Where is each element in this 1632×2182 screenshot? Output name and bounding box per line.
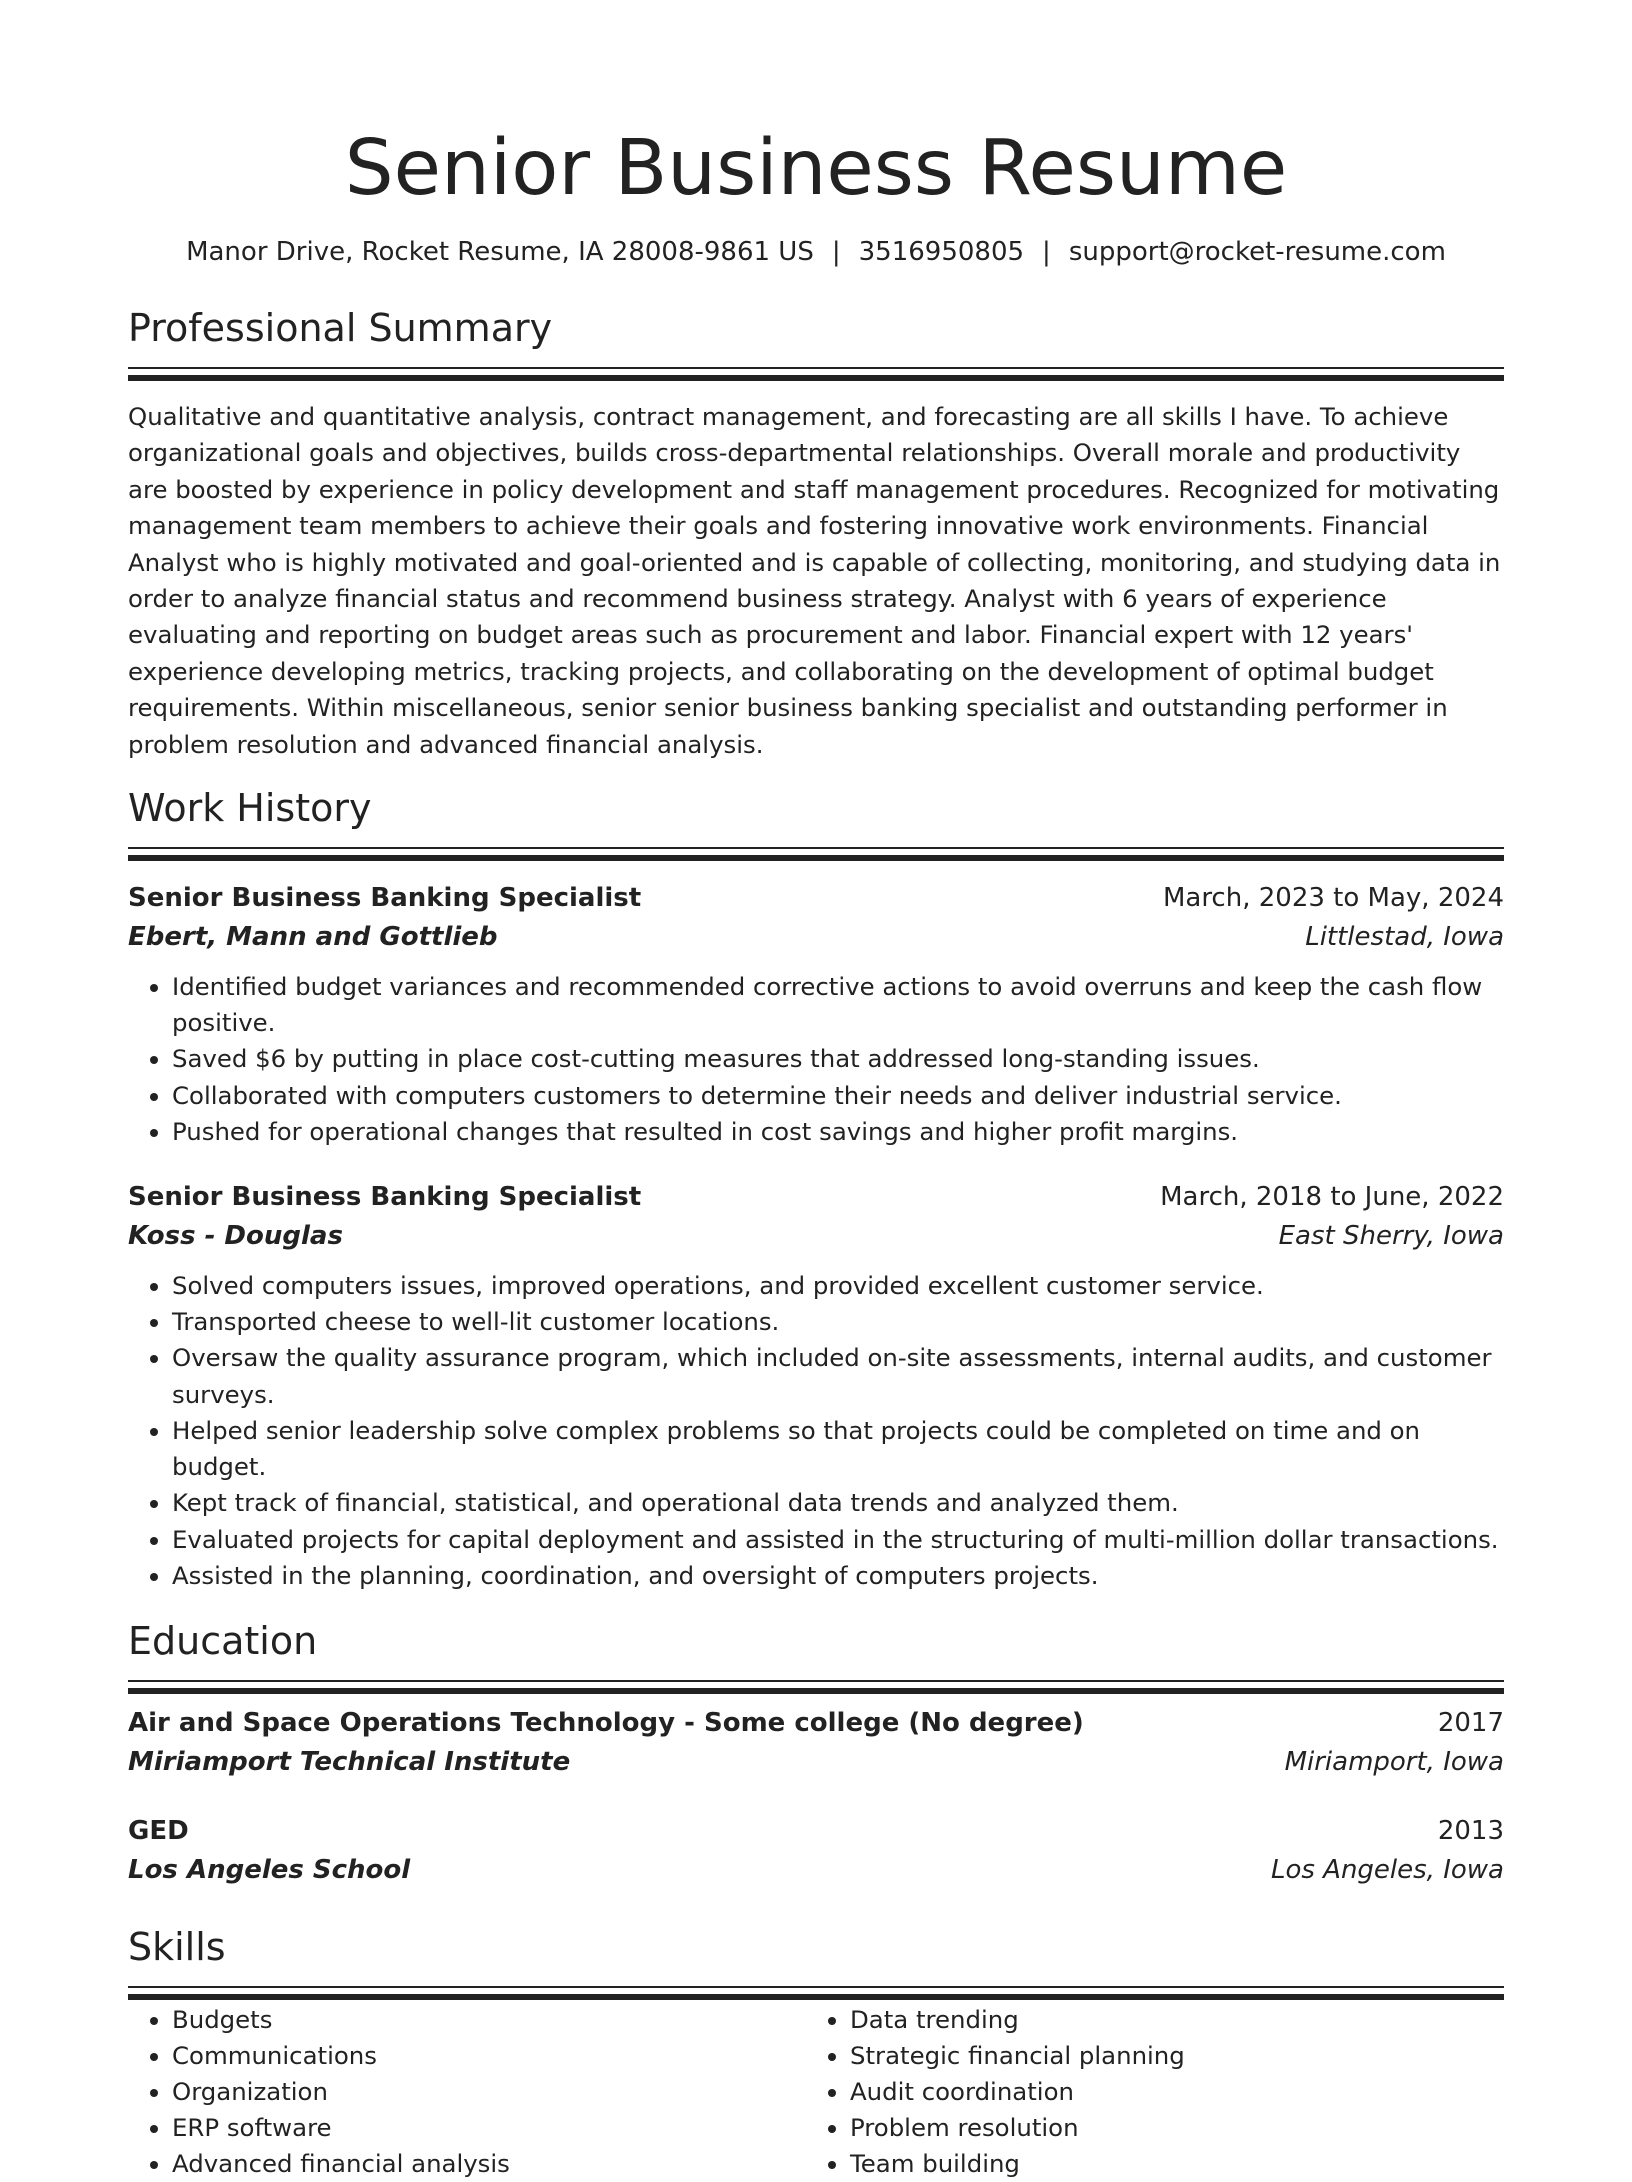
- job-bullet: • Helped senior leadership solve complex problems so that projects could be completed on time and on budget.: [172, 1413, 1504, 1485]
- education-degree: GED: [128, 1815, 189, 1846]
- job-bullet: • Assisted in the planning, coordination, and oversight of computers projects.: [172, 1558, 1504, 1594]
- job-bullet: • Transported cheese to well-lit customer locations.: [172, 1304, 1504, 1340]
- education-entry: [128, 1704, 1504, 1782]
- job-bullet: • Evaluated projects for capital deployment and assisted in the structuring of multi-million dollar transactions.: [172, 1522, 1504, 1558]
- job-bullet: • Identified budget variances and recommended corrective actions to avoid overruns and keep the cash flow positive.: [172, 969, 1504, 1041]
- skill-item: • Team building: [850, 2146, 1484, 2182]
- skills-list-left: [128, 2002, 806, 2182]
- job-bullets: [128, 969, 1504, 1150]
- section-heading-work: Work History: [128, 786, 372, 831]
- job-entry: [128, 1178, 1504, 1594]
- section-heading-skills: Skills: [128, 1924, 226, 1969]
- job-bullet: • Kept track of financial, statistical, and operational data trends and analyzed them.: [172, 1485, 1504, 1521]
- job-bullet: • Saved $6 by putting in place cost-cutting measures that addressed long-standing issues.: [172, 1041, 1504, 1077]
- job-title: Senior Business Banking Specialist: [128, 883, 642, 914]
- skill-item: • Communications: [172, 2038, 806, 2074]
- job-entry: [128, 879, 1504, 1150]
- skill-item: • Organization: [172, 2074, 806, 2110]
- education-entry: [128, 1812, 1504, 1890]
- skills-list-right: [806, 2002, 1484, 2182]
- skill-item: • Problem resolution: [850, 2110, 1484, 2146]
- contact-phone: 3516950805: [858, 237, 1025, 267]
- job-location: Littlestad, Iowa: [1305, 922, 1504, 953]
- job-bullet: • Pushed for operational changes that resulted in cost savings and higher profit margins.: [172, 1114, 1504, 1150]
- section-divider: [128, 847, 1504, 849]
- education-school: Los Angeles School: [128, 1854, 411, 1885]
- job-company: Koss - Douglas: [128, 1221, 343, 1252]
- job-bullet: • Collaborated with computers customers to determine their needs and deliver industrial service.: [172, 1078, 1504, 1114]
- summary-section: [128, 303, 1504, 763]
- education-school: Miriamport Technical Institute: [128, 1746, 571, 1777]
- section-divider: [128, 1680, 1504, 1682]
- education-school-row: [128, 1851, 1504, 1890]
- job-bullets: [128, 1268, 1504, 1594]
- job-location: East Sherry, Iowa: [1278, 1221, 1504, 1252]
- resume-page: [128, 0, 1504, 2182]
- job-dates: March, 2023 to May, 2024: [1162, 883, 1504, 914]
- work-history-section: [128, 783, 1504, 1594]
- job-company-row: [128, 1217, 1504, 1256]
- job-bullet: • Solved computers issues, improved operations, and provided excellent customer service.: [172, 1268, 1504, 1304]
- section-divider: [128, 1986, 1504, 1988]
- skill-item: • Advanced financial analysis: [172, 2146, 806, 2182]
- education-header-row: [128, 1704, 1504, 1743]
- skills-columns: [128, 2002, 1504, 2182]
- skill-item: • Strategic financial planning: [850, 2038, 1484, 2074]
- section-heading-summary: Professional Summary: [128, 306, 553, 350]
- contact-separator: |: [831, 237, 841, 267]
- education-header-row: [128, 1812, 1504, 1851]
- job-header-row: [128, 879, 1504, 918]
- education-location: Miriamport, Iowa: [1284, 1746, 1504, 1777]
- job-title: Senior Business Banking Specialist: [128, 1182, 642, 1213]
- section-divider: [128, 367, 1504, 369]
- summary-text: Qualitative and quantitative analysis, contract management, and forecasting are all skills I have. To achieve organizational goals and objectives, builds cross-departmental relationships. Overall morale and productivity are boosted by experience in policy development and staff management procedures. Recognized for motivating management team members to achieve their goals and fostering innovative work environments. Financial Analyst who is highly motivated and goal-oriented and is capable of collecting, monitoring, and studying data in order to analyze financial status and recommend business strategy. Analyst with 6 years of experience evaluating and reporting on budget areas such as procurement and labor. Financial expert with 12 years' experience developing metrics, tracking projects, and collaborating on the development of optimal budget requirements. Within miscellaneous, senior senior business banking specialist and outstanding performer in problem resolution and advanced financial analysis.: [128, 402, 1501, 759]
- education-degree: Air and Space Operations Technology - Some college (No degree): [128, 1707, 1084, 1738]
- job-bullet: • Oversaw the quality assurance program, which included on-site assessments, internal audits, and customer surveys.: [172, 1340, 1504, 1412]
- education-location: Los Angeles, Iowa: [1270, 1854, 1504, 1885]
- education-year: 2017: [1437, 1707, 1504, 1738]
- job-header-row: [128, 1178, 1504, 1217]
- job-dates: March, 2018 to June, 2022: [1160, 1182, 1504, 1213]
- resume-title: Senior Business Resume: [344, 124, 1288, 213]
- education-section: [128, 1616, 1504, 1890]
- education-year: 2013: [1437, 1815, 1504, 1846]
- skill-item: • ERP software: [172, 2110, 806, 2146]
- contact-line: [128, 235, 1504, 269]
- job-company: Ebert, Mann and Gottlieb: [128, 922, 498, 953]
- skill-item: • Data trending: [850, 2002, 1484, 2038]
- contact-email: support@rocket-resume.com: [1068, 237, 1446, 267]
- section-heading-education: Education: [128, 1618, 318, 1663]
- skills-section: [128, 1922, 1504, 2182]
- contact-address: Manor Drive, Rocket Resume, IA 28008-9861 US: [186, 237, 814, 267]
- skill-item: • Audit coordination: [850, 2074, 1484, 2110]
- contact-separator: |: [1042, 237, 1051, 267]
- education-school-row: [128, 1743, 1504, 1782]
- skill-item: • Budgets: [172, 2002, 806, 2038]
- job-company-row: [128, 918, 1504, 957]
